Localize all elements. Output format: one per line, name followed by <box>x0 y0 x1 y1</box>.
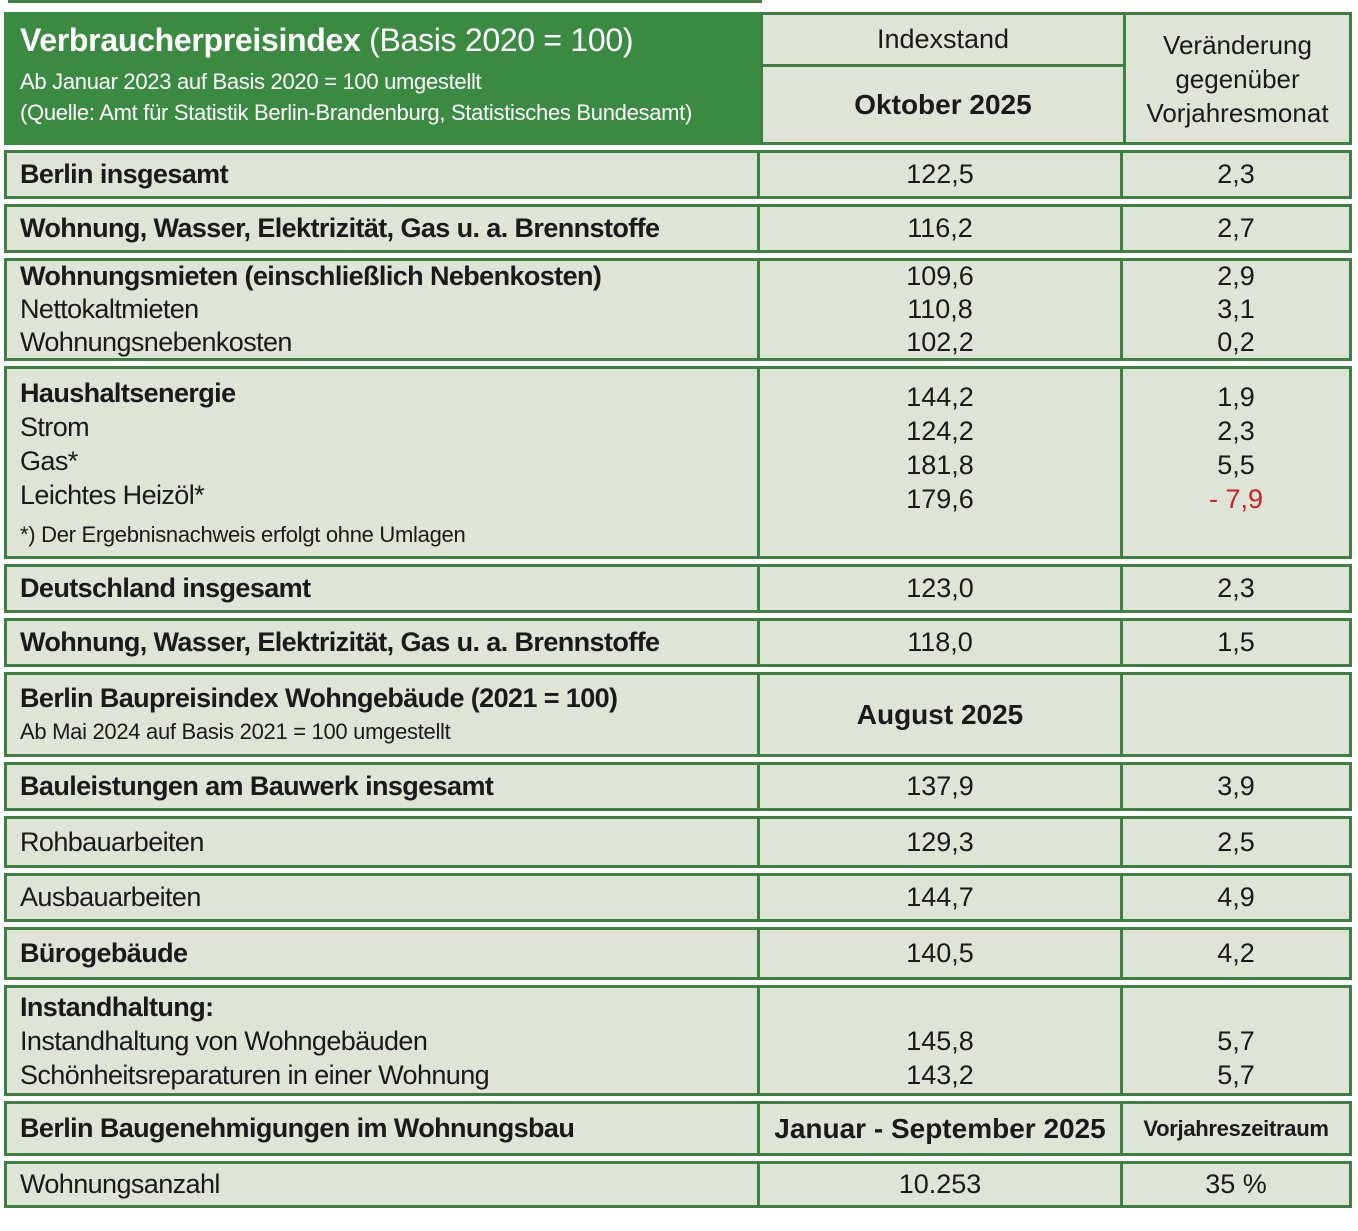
empty-cell <box>1123 675 1349 754</box>
index-value: 144,2 <box>906 382 974 412</box>
index-value <box>760 990 1120 1024</box>
change-value: 2,9 <box>1217 261 1255 291</box>
change-value <box>1123 990 1349 1024</box>
change-value: 5,7 <box>1217 1059 1255 1090</box>
change-value-negative: - 7,9 <box>1208 484 1264 514</box>
table-row <box>4 204 1352 253</box>
row-label: Ausbauarbeiten <box>20 882 201 912</box>
row-label: Bauleistungen am Bauwerk insgesamt <box>20 771 494 801</box>
row-label: Deutschland insgesamt <box>20 573 311 603</box>
change-value: 2,5 <box>1217 826 1255 857</box>
table-row <box>4 564 1352 613</box>
index-value: 124,2 <box>906 416 974 446</box>
section-period-label: August 2025 <box>856 698 1024 730</box>
change-value: 4,2 <box>1217 938 1255 968</box>
change-value: 5,7 <box>1217 1025 1255 1056</box>
index-value: 102,2 <box>906 327 974 357</box>
index-value: 118,0 <box>760 621 1123 664</box>
title-note-2: (Quelle: Amt für Statistik Berlin-Brandenburg, Statistisches Bundesamt) <box>20 100 693 125</box>
index-value: 143,2 <box>906 1059 974 1090</box>
index-value: 181,8 <box>906 450 974 480</box>
row-label: Nettokaltmieten <box>20 294 199 324</box>
section-title: Berlin Baugenehmigungen im Wohnungsbau <box>20 1113 575 1143</box>
index-value: 116,2 <box>760 207 1123 250</box>
table-row <box>4 762 1352 811</box>
table-row <box>4 873 1352 922</box>
section-title: Berlin Baupreisindex Wohngebäude (2021 = 100) <box>20 682 618 713</box>
row-label: Leichtes Heizöl* <box>20 480 205 510</box>
table-title-main: Verbraucherpreisindex <box>20 22 361 58</box>
row-label: Wohnungsmieten (einschließlich Nebenkosten) <box>20 261 602 291</box>
row-label: Wohnungsnebenkosten <box>20 327 292 357</box>
change-value: 2,3 <box>1217 159 1255 189</box>
title-panel <box>4 12 760 145</box>
row-label: Instandhaltung von Wohngebäuden <box>20 1025 428 1056</box>
table-row-group <box>4 985 1352 1096</box>
change-value: 2,3 <box>1217 573 1255 603</box>
index-value: 122,5 <box>760 153 1123 196</box>
table-row-group <box>4 258 1352 361</box>
index-value: 179,6 <box>906 484 974 514</box>
row-label: Haushaltsenergie <box>20 378 236 408</box>
indexstand-label: Indexstand <box>763 15 1123 67</box>
footnote: *) Der Ergebnisnachweis erfolgt ohne Umlagen <box>20 522 466 547</box>
table-row-group <box>4 366 1352 559</box>
section-header-row <box>4 1101 1352 1156</box>
index-value: 110,8 <box>907 294 973 324</box>
index-value: 109,6 <box>906 261 974 291</box>
price-index-table <box>4 12 1352 1208</box>
row-label: Berlin insgesamt <box>20 159 228 189</box>
row-label: Strom <box>20 412 90 442</box>
index-value: 144,7 <box>760 876 1123 919</box>
section-header-row <box>4 672 1352 757</box>
table-title <box>20 22 760 59</box>
title-note-1: Ab Januar 2023 auf Basis 2020 = 100 umgestellt <box>20 69 482 94</box>
change-value: 35 % <box>1205 1169 1267 1199</box>
change-value: 3,1 <box>1217 294 1255 324</box>
row-label: Wohnungsanzahl <box>20 1169 220 1199</box>
change-value: 2,7 <box>1217 213 1255 243</box>
change-value: 1,9 <box>1217 382 1255 412</box>
change-value: 0,2 <box>1217 327 1255 357</box>
row-label: Schönheitsreparaturen in einer Wohnung <box>20 1059 490 1090</box>
row-label: Bürogebäude <box>20 938 188 968</box>
index-value: 123,0 <box>760 567 1123 610</box>
table-row <box>4 816 1352 868</box>
row-label: Gas* <box>20 446 78 476</box>
table-title-basis: (Basis 2020 = 100) <box>360 22 634 58</box>
row-label: Wohnung, Wasser, Elektrizität, Gas u. a. Brennstoffe <box>20 213 660 243</box>
section-period-label: Januar - September 2025 <box>774 1112 1106 1144</box>
change-value: 2,3 <box>1217 416 1255 446</box>
change-value: 3,9 <box>1217 771 1255 801</box>
row-label: Wohnung, Wasser, Elektrizität, Gas u. a. Brennstoffe <box>20 627 660 657</box>
row-label: Rohbauarbeiten <box>20 826 204 857</box>
section-note: Ab Mai 2024 auf Basis 2021 = 100 umgestellt <box>20 718 451 744</box>
index-value: 129,3 <box>760 819 1123 865</box>
top-rule <box>8 0 762 3</box>
index-value: 137,9 <box>760 765 1123 808</box>
row-label: Instandhaltung: <box>20 991 214 1022</box>
table-row <box>4 618 1352 667</box>
index-period-label: Oktober 2025 <box>854 88 1032 120</box>
index-value: 145,8 <box>906 1025 974 1056</box>
change-period-label: Vorjahreszeitraum <box>1143 1115 1329 1141</box>
index-value: 10.253 <box>760 1164 1123 1205</box>
table-row <box>4 927 1352 980</box>
change-value: 4,9 <box>1217 882 1255 912</box>
table-header-row <box>4 12 1352 145</box>
indexstand-header-cell <box>760 12 1126 145</box>
index-value: 140,5 <box>760 930 1123 977</box>
change-value: 1,5 <box>1217 627 1255 657</box>
change-value: 5,5 <box>1217 450 1255 480</box>
table-row <box>4 1161 1352 1208</box>
table-row <box>4 150 1352 199</box>
change-header-cell: Veränderung gegenüber Vorjahresmonat <box>1126 12 1352 145</box>
